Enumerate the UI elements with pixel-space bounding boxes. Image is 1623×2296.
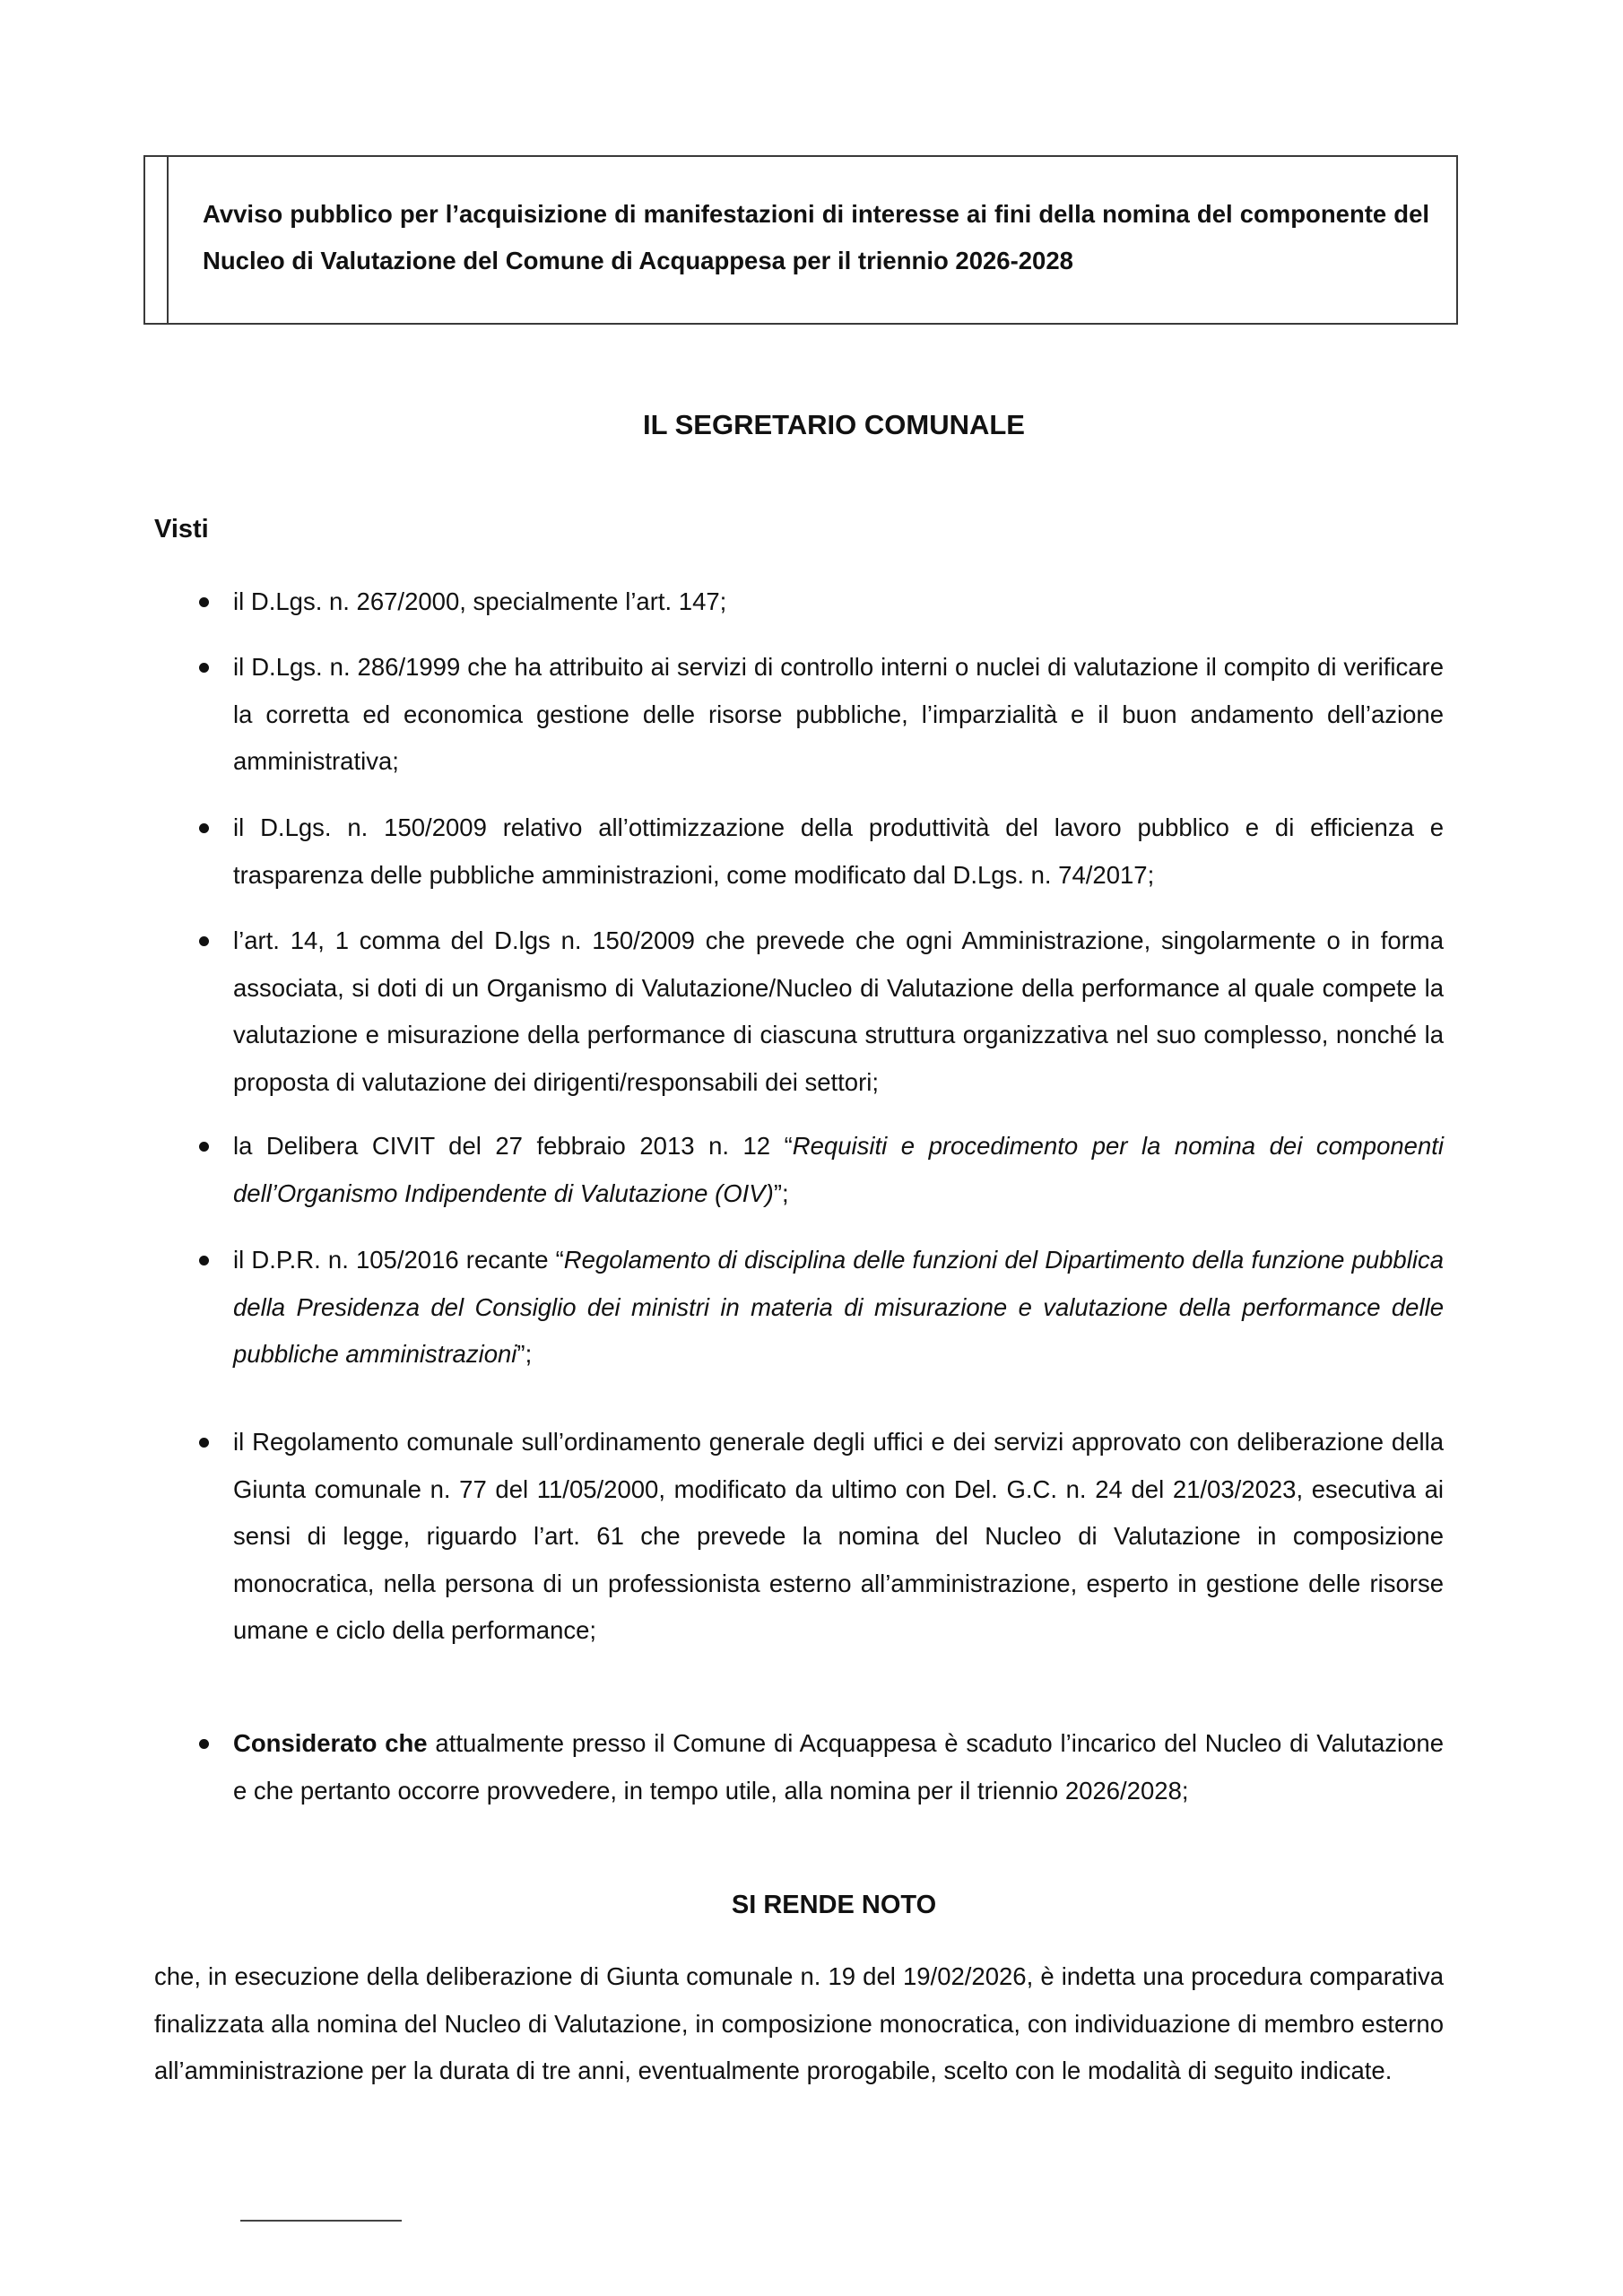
notice-title: Avviso pubblico per l’acquisizione di manifestazioni di interesse ai fini della nomina del componente del Nucleo di Valutazione del Comune di Acquappesa per il triennio 2026-2028 [203, 200, 1429, 274]
bullet-icon [199, 823, 209, 833]
bullet-icon [199, 663, 209, 673]
closing-paragraph: che, in esecuzione della deliberazione di Giunta comunale n. 19 del 19/02/2026, è indetta una procedura comparativa finalizzata alla nomina del Nucleo di Valutazione, in composizione monocratica, con individuazione di membro esterno all’amministrazione per la durata di tre anni, eventualmente prorogabile, scelto con le modalità di seguito indicate. [154, 1962, 1444, 2084]
list-item [233, 1123, 1444, 1217]
list-item-text: l’art. 14, 1 comma del D.lgs n. 150/2009 che prevede che ogni Amministrazione, singolarmente o in forma associata, si doti di un Organismo di Valutazione/Nucleo di Valutazione della performance al quale compete la valutazione e misurazione della performance di ciascuna struttura organizzativa nel suo complesso, nonché la proposta di valutazione dei dirigenti/responsabili dei settori; [233, 926, 1444, 1096]
list-item [233, 1419, 1444, 1655]
list-item-text-prefix: la Delibera CIVIT del 27 febbraio 2013 n. 12 “ [233, 1132, 793, 1160]
list-item-text: il D.Lgs. n. 286/1999 che ha attribuito ai servizi di controllo interni o nuclei di valutazione il compito di verificare la corretta ed economica gestione delle risorse pubbliche, l’imparzialità e il buon andamento dell’azione amministrativa; [233, 653, 1444, 775]
bullet-icon [199, 1438, 209, 1448]
list-item [233, 1237, 1444, 1378]
list-item-text: il D.Lgs. n. 267/2000, specialmente l’art. 147; [233, 587, 727, 615]
bullet-icon [199, 1739, 209, 1749]
bullet-icon [199, 1256, 209, 1265]
footnote-separator [240, 2220, 402, 2222]
list-item-text-suffix: ”; [773, 1178, 789, 1207]
cited-title: Regolamento di disciplina delle funzioni del Dipartimento della funzione pubblica della Presidenza del Consiglio dei ministri in materia di misurazione e valutazione della performance delle pubbliche amministrazioni [233, 1246, 1444, 1368]
list-item-text-suffix: ”; [516, 1340, 533, 1368]
title-box-inner-rule [167, 157, 169, 323]
bullet-icon [199, 936, 209, 946]
bullet-icon [199, 1142, 209, 1152]
list-item [233, 644, 1444, 786]
title-box [143, 155, 1458, 325]
list-item [233, 918, 1444, 1106]
list-item [233, 804, 1444, 899]
list-item-text: il Regolamento comunale sull’ordinamento generale degli uffici e dei servizi approvato con deliberazione della Giunta comunale n. 77 del 11/05/2000, modificato da ultimo con Del. G.C. n. 24 del 21/03/2023, esecutiva ai sensi di legge, riguardo l’art. 61 che prevede la nomina del Nucleo di Valutazione in composizione monocratica, nella persona di un professionista esterno all’amministrazione, esperto in gestione delle risorse umane e ciclo della performance; [233, 1428, 1444, 1644]
list-item [233, 1720, 1444, 1814]
notice-heading: SI RENDE NOTO [731, 1891, 937, 1919]
bullet-icon [199, 597, 209, 607]
list-item [233, 578, 1444, 626]
visti-label: Visti [154, 515, 209, 544]
list-item-text: il D.Lgs. n. 150/2009 relativo all’ottimizzazione della produttività del lavoro pubblico e di efficienza e trasparenza delle pubbliche amministrazioni, come modificato dal D.Lgs. n. 74/2017; [233, 813, 1444, 889]
list-item-text: attualmente presso il Comune di Acquappesa è scaduto l’incarico del Nucleo di Valutazione e che pertanto occorre provvedere, in tempo utile, alla nomina per il triennio 2026/2028; [233, 1729, 1444, 1805]
list-item-text-prefix: il D.P.R. n. 105/2016 recante “ [233, 1246, 564, 1274]
considerato-lead: Considerato che [233, 1729, 428, 1757]
cited-title: Requisiti e procedimento per la nomina dei componenti dell’Organismo Indipendente di Valutazione (OIV) [233, 1132, 1444, 1207]
authority-heading: IL SEGRETARIO COMUNALE [643, 409, 1025, 440]
